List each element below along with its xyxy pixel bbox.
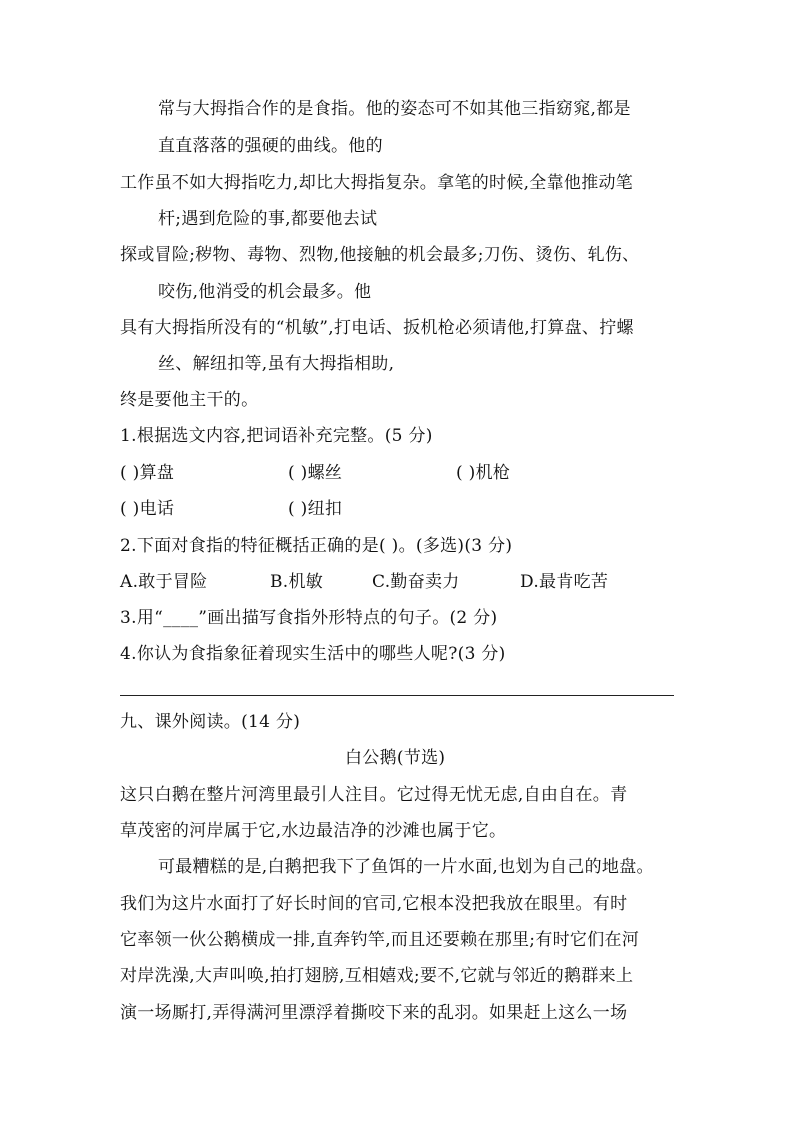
- option-a[interactable]: A.敢于冒险: [120, 572, 208, 592]
- passage-line: 咬伤,他消受的机会最多。他: [158, 282, 372, 302]
- question-2-prompt: 2.下面对食指的特征概括正确的是( )。(多选)(3 分): [120, 536, 513, 556]
- fill-blank-jiqiang[interactable]: ( )机枪: [456, 463, 511, 483]
- fill-blank-niukou[interactable]: ( )纽扣: [288, 499, 343, 519]
- passage-line: 具有大拇指所没有的“机敏”,打电话、扳机枪必须请他,打算盘、拧螺: [120, 318, 634, 338]
- passage-line: 杆;遇到危险的事,都要他去试: [158, 209, 378, 229]
- reading-line: 这只白鹅在整片河湾里最引人注目。它过得无忧无虑,自由自在。青: [120, 785, 628, 805]
- question-1-prompt: 1.根据选文内容,把词语补充完整。(5 分): [120, 426, 433, 446]
- reading-title: 白公鹅(节选): [345, 748, 446, 768]
- option-c[interactable]: C.勤奋卖力: [372, 572, 460, 592]
- passage-line: 常与大拇指合作的是食指。他的姿态可不如其他三指窈窕,都是: [158, 99, 631, 119]
- passage-line: 探或冒险;秽物、毒物、烈物,他接触的机会最多;刀伤、烫伤、轧伤、: [120, 245, 640, 265]
- section-9-heading: 九、课外阅读。(14 分): [120, 712, 301, 732]
- fill-blank-dianhua[interactable]: ( )电话: [120, 499, 175, 519]
- reading-line: 它率领一伙公鹅横成一排,直奔钓竿,而且还要赖在那里;有时它们在河: [120, 930, 640, 950]
- passage-line: 终是要他主干的。: [120, 390, 259, 410]
- option-b[interactable]: B.机敏: [270, 572, 324, 592]
- question-2-options: [120, 572, 680, 592]
- question-3-prompt: 3.用“____”画出描写食指外形特点的句子。(2 分): [120, 608, 498, 628]
- passage-line: 工作虽不如大拇指吃力,却比大拇指复杂。拿笔的时候,全靠他推动笔: [120, 173, 634, 193]
- reading-line: 草茂密的河岸属于它,水边最洁净的沙滩也属于它。: [120, 821, 507, 841]
- answer-line[interactable]: [120, 695, 674, 696]
- passage-line: 直直落落的强硬的曲线。他的: [158, 136, 383, 156]
- reading-line: 可最糟糕的是,白鹅把我下了鱼饵的一片水面,也划为自己的地盘。: [158, 857, 654, 877]
- reading-line: 演一场厮打,弄得满河里漂浮着撕咬下来的乱羽。如果赶上这么一场: [120, 1003, 628, 1023]
- option-d[interactable]: D.最肯吃苦: [520, 572, 609, 592]
- fill-blank-luosi[interactable]: ( )螺丝: [288, 463, 343, 483]
- passage-line: 丝、解纽扣等,虽有大拇指相助,: [158, 354, 395, 374]
- fill-blank-suanpan[interactable]: ( )算盘: [120, 463, 175, 483]
- reading-line: 对岸洗澡,大声叫唤,拍打翅膀,互相嬉戏;要不,它就与邻近的鹅群来上: [120, 966, 634, 986]
- question-4-prompt: 4.你认为食指象征着现实生活中的哪些人呢?(3 分): [120, 644, 506, 664]
- reading-line: 我们为这片水面打了好长时间的官司,它根本没把我放在眼里。有时: [120, 894, 628, 914]
